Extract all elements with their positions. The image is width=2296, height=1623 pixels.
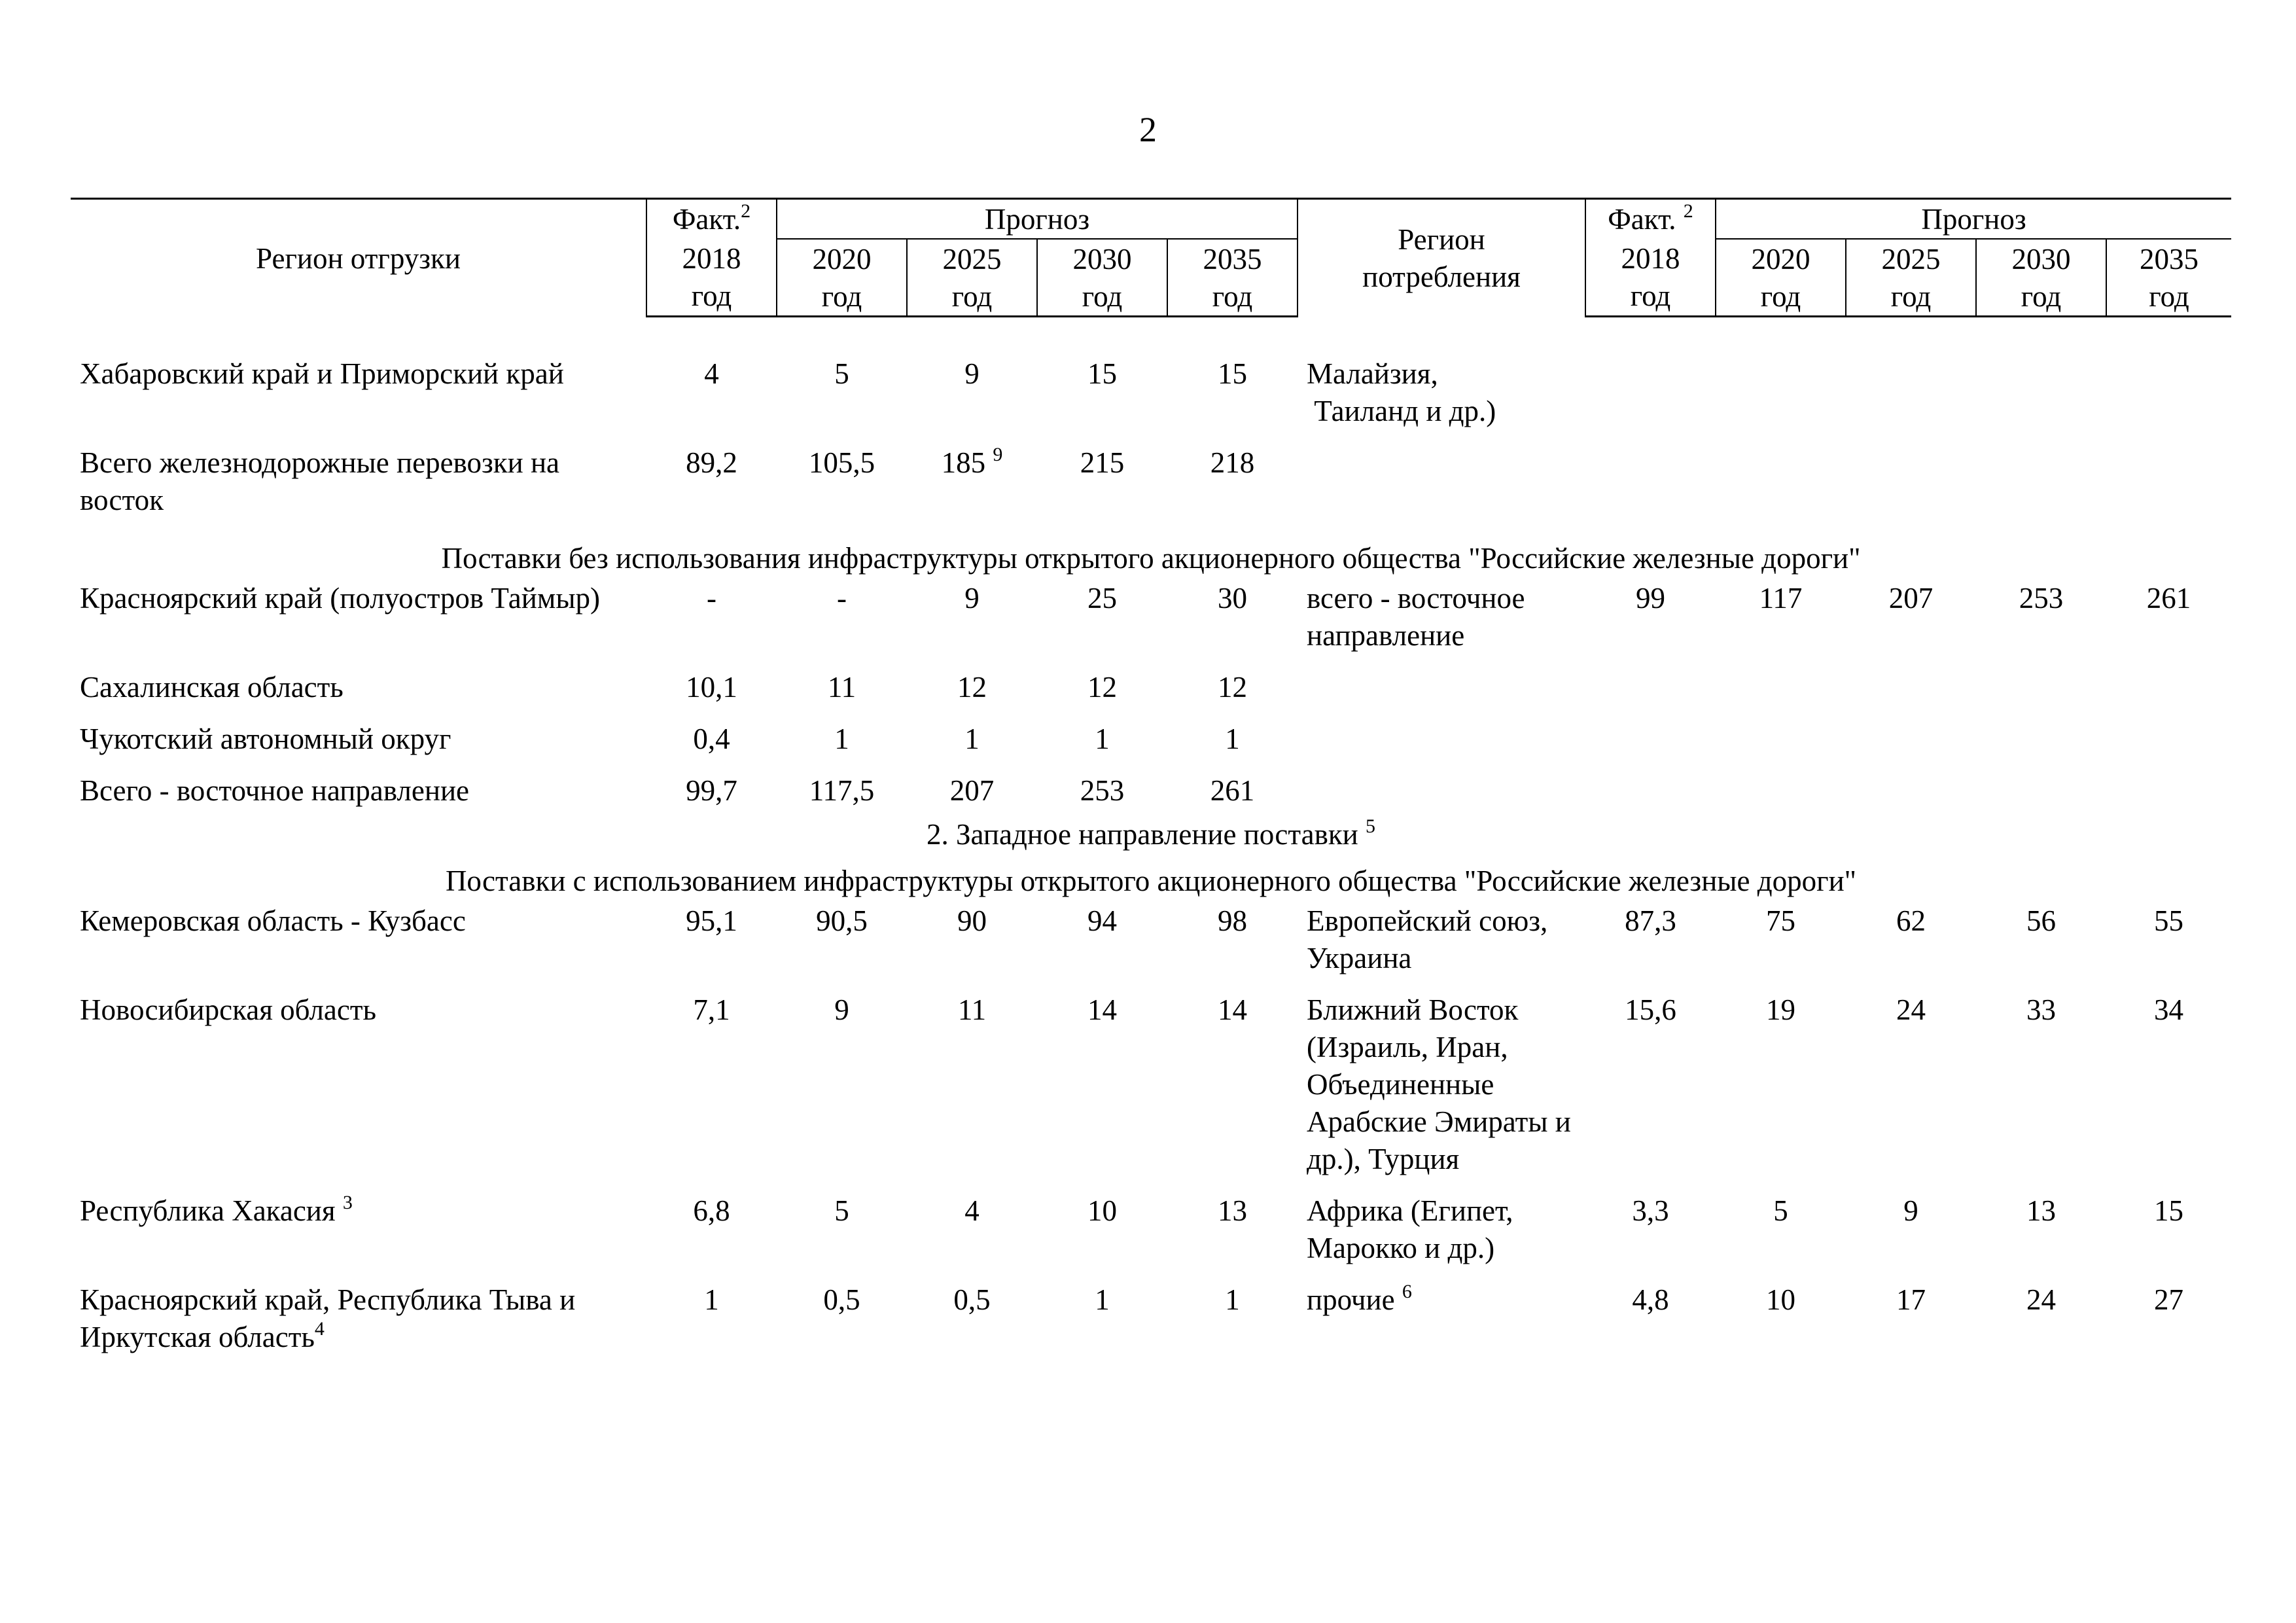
value-cell: 9: [964, 357, 980, 390]
value-cell: 13: [2026, 1194, 2056, 1227]
region-ship-cell: Республика Хакасия $^3$: [80, 1192, 353, 1227]
value-cell: 105,5: [808, 446, 875, 479]
header-forecast: Прогноз: [777, 199, 1298, 240]
value-cell: 30: [1218, 582, 1247, 615]
value-cell: [1976, 772, 2106, 810]
value-cell: 0,4: [693, 722, 730, 755]
region-ship-cell: Сахалинская область: [80, 671, 344, 704]
value-cell: 12: [1087, 671, 1117, 704]
value-cell: 185 $^9$: [941, 444, 1003, 479]
header-forecast-2: Прогноз: [1716, 199, 2231, 240]
section-title-west: 2. Западное направление поставки $^5$: [926, 815, 1376, 851]
value-cell: 117: [1759, 582, 1803, 615]
header-region-ship: Регион отгрузки: [71, 199, 646, 317]
value-cell: 75: [1766, 904, 1795, 937]
value-cell: 34: [2154, 993, 2183, 1026]
value-cell: [1976, 355, 2106, 444]
region-consumption-cell: [1298, 721, 1585, 772]
value-cell: 87,3: [1625, 904, 1676, 937]
value-cell: 10,1: [686, 671, 737, 704]
header-year: 2018 год: [1585, 239, 1716, 317]
header-year: 2035 год: [2106, 239, 2231, 317]
value-cell: 5: [1773, 1194, 1788, 1227]
region-ship-cell: Хабаровский край и Приморский край: [80, 357, 564, 390]
value-cell: 9: [834, 993, 849, 1026]
table-row: [71, 902, 2231, 991]
value-cell: 215: [1080, 446, 1125, 479]
table-row: [71, 669, 2231, 721]
value-cell: 207: [949, 774, 995, 807]
value-cell: [1585, 444, 1716, 533]
value-cell: [1716, 355, 1846, 444]
value-cell: 5: [834, 1194, 849, 1227]
value-cell: 14: [1218, 993, 1247, 1026]
section-row: [71, 810, 2231, 856]
table-row: [71, 772, 2231, 810]
value-cell: [1846, 444, 1976, 533]
table-row: [71, 721, 2231, 772]
value-cell: [2106, 444, 2231, 533]
value-cell: 1: [834, 722, 849, 755]
value-cell: 13: [1218, 1194, 1247, 1227]
value-cell: 253: [1080, 774, 1125, 807]
table-row: [71, 355, 2231, 444]
value-cell: [1585, 721, 1716, 772]
value-cell: [2106, 772, 2231, 810]
value-cell: 94: [1087, 904, 1117, 937]
value-cell: 62: [1896, 904, 1926, 937]
value-cell: 261: [2146, 582, 2191, 615]
region-consumption-cell: Европейский союз, Украина: [1307, 904, 1548, 974]
value-cell: 218: [1210, 446, 1255, 479]
value-cell: 9: [1903, 1194, 1918, 1227]
value-cell: [1846, 669, 1976, 721]
value-cell: 90,5: [816, 904, 868, 937]
value-cell: 56: [2026, 904, 2056, 937]
value-cell: 0,5: [823, 1283, 860, 1316]
value-cell: 90: [957, 904, 987, 937]
header-year: 2018 год: [646, 239, 777, 317]
value-cell: 99: [1636, 582, 1665, 615]
value-cell: 4,8: [1632, 1283, 1669, 1316]
value-cell: [1585, 355, 1716, 444]
value-cell: 17: [1896, 1283, 1926, 1316]
value-cell: [2106, 355, 2231, 444]
value-cell: 3,3: [1632, 1194, 1669, 1227]
value-cell: 1: [1225, 1283, 1240, 1316]
header-row-1: [71, 199, 2231, 240]
page-number: 2: [1139, 110, 1157, 149]
region-consumption-cell: [1298, 669, 1585, 721]
value-cell: [1716, 721, 1846, 772]
table-row: [71, 580, 2231, 669]
region-ship-cell: Всего - восточное направление: [80, 774, 469, 807]
value-cell: 5: [834, 357, 849, 390]
region-ship-cell: Чукотский автономный округ: [80, 722, 451, 755]
value-cell: 7,1: [693, 993, 730, 1026]
value-cell: 12: [957, 671, 987, 704]
value-cell: 12: [1218, 671, 1247, 704]
value-cell: 27: [2154, 1283, 2183, 1316]
value-cell: [1585, 669, 1716, 721]
value-cell: 4: [704, 357, 719, 390]
coal-supply-table: [71, 198, 2231, 1356]
region-ship-cell: Красноярский край, Республика Тыва и Иркутская область$^4$: [80, 1283, 576, 1353]
value-cell: [1716, 669, 1846, 721]
table-row: [71, 991, 2231, 1192]
value-cell: 95,1: [686, 904, 737, 937]
value-cell: [1976, 444, 2106, 533]
region-consumption-cell: Африка (Египет, Марокко и др.): [1307, 1194, 1513, 1264]
value-cell: 1: [704, 1283, 719, 1316]
header-year: 2030 год: [1037, 239, 1167, 317]
value-cell: 1: [1225, 722, 1240, 755]
value-cell: 24: [2026, 1283, 2056, 1316]
value-cell: 14: [1087, 993, 1117, 1026]
header-year: 2035 год: [1167, 239, 1298, 317]
value-cell: [1716, 772, 1846, 810]
section-title-no-rzd: Поставки без использования инфраструктуры открытого акционерного общества "Российские железные дороги": [441, 542, 1861, 575]
value-cell: [1846, 721, 1976, 772]
value-cell: 25: [1087, 582, 1117, 615]
section-row: [71, 533, 2231, 580]
table-row: [71, 1192, 2231, 1281]
header-year: 2025 год: [907, 239, 1037, 317]
value-cell: 98: [1218, 904, 1247, 937]
value-cell: 10: [1087, 1194, 1117, 1227]
value-cell: 0,5: [953, 1283, 991, 1316]
value-cell: 1: [1095, 722, 1110, 755]
region-consumption-cell: Ближний Восток (Израиль, Иран, Объединенные Арабские Эмираты и др.), Турция: [1307, 993, 1571, 1175]
value-cell: 253: [2019, 582, 2064, 615]
region-consumption-cell: [1298, 444, 1585, 533]
value-cell: 15: [1218, 357, 1247, 390]
value-cell: 1: [964, 722, 980, 755]
value-cell: 55: [2154, 904, 2183, 937]
region-consumption-cell: [1298, 772, 1585, 810]
value-cell: 10: [1766, 1283, 1795, 1316]
region-ship-cell: Новосибирская область: [80, 993, 377, 1026]
header-year: 2020 год: [1716, 239, 1846, 317]
value-cell: [1716, 444, 1846, 533]
table-row: [71, 444, 2231, 533]
value-cell: [1846, 772, 1976, 810]
value-cell: [1846, 355, 1976, 444]
value-cell: 15: [2154, 1194, 2183, 1227]
value-cell: [2106, 669, 2231, 721]
value-cell: 33: [2026, 993, 2056, 1026]
header-year: 2030 год: [1976, 239, 2106, 317]
value-cell: 89,2: [686, 446, 737, 479]
header-fact: Факт.$^2$: [646, 199, 777, 240]
value-cell: 19: [1766, 993, 1795, 1026]
value-cell: 99,7: [686, 774, 737, 807]
value-cell: [2106, 721, 2231, 772]
value-cell: -: [837, 582, 847, 615]
value-cell: 1: [1095, 1283, 1110, 1316]
value-cell: 207: [1888, 582, 1934, 615]
value-cell: -: [707, 582, 716, 615]
region-ship-cell: Всего железнодорожные перевозки на восток: [80, 446, 560, 516]
value-cell: 15,6: [1625, 993, 1676, 1026]
header-fact-2: Факт. $^2$: [1585, 199, 1716, 240]
value-cell: [1976, 721, 2106, 772]
value-cell: [1976, 669, 2106, 721]
header-year: 2020 год: [777, 239, 907, 317]
value-cell: 15: [1087, 357, 1117, 390]
value-cell: [1585, 772, 1716, 810]
region-consumption-cell: Малайзия, Таиланд и др.): [1307, 357, 1496, 427]
table-row: [71, 1281, 2231, 1356]
section-row: [71, 856, 2231, 902]
value-cell: 11: [957, 993, 987, 1026]
value-cell: 261: [1210, 774, 1255, 807]
value-cell: 11: [827, 671, 857, 704]
region-consumption-cell: всего - восточное направление: [1307, 582, 1525, 652]
value-cell: 24: [1896, 993, 1926, 1026]
header-year: 2025 год: [1846, 239, 1976, 317]
value-cell: 9: [964, 582, 980, 615]
section-title-with-rzd: Поставки с использованием инфраструктуры открытого акционерного общества "Российские железные дороги": [445, 865, 1857, 897]
region-ship-cell: Кемеровская область - Кузбасс: [80, 904, 466, 937]
region-consumption-cell: прочие $^6$: [1307, 1281, 1412, 1316]
value-cell: 4: [964, 1194, 980, 1227]
value-cell: 117,5: [809, 774, 875, 807]
value-cell: 6,8: [693, 1194, 730, 1227]
region-ship-cell: Красноярский край (полуостров Таймыр): [80, 582, 601, 615]
header-region-consumption: Регион потребления: [1298, 199, 1585, 317]
